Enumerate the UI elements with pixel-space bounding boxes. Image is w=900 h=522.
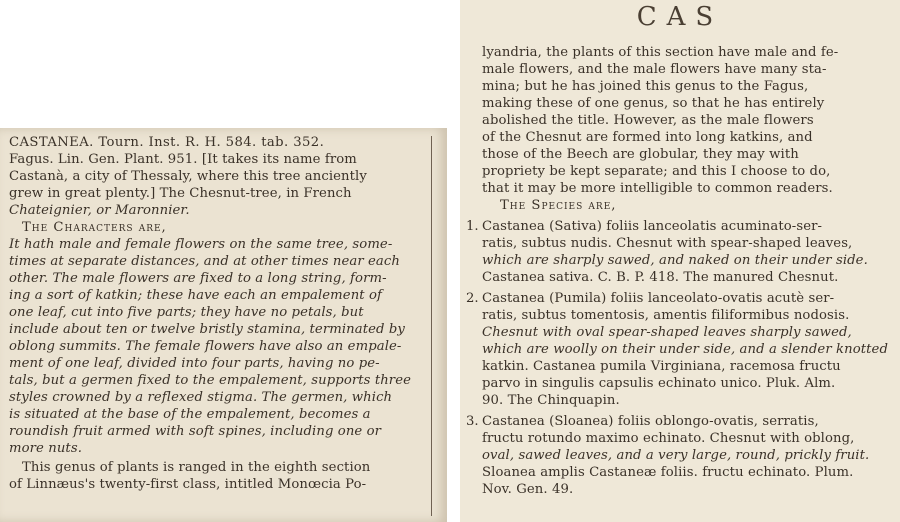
text-line: which are woolly on their under side, and a slender knotted — [482, 342, 888, 357]
species-number: 1. — [466, 219, 479, 234]
text-line: include about ten or twelve bristly stamina, terminated by — [9, 322, 405, 337]
text-line: of Linnæus's twenty-first class, intitled Monœcia Po- — [9, 477, 367, 492]
text-line: It hath male and female flowers on the same tree, some- — [9, 237, 393, 252]
text-line: parvo in singulis capsulis echinato unico. Pluk. Alm. — [482, 376, 836, 391]
text-line: ratis, subtus tomentosis, amentis filiformibus nodosis. — [482, 308, 850, 323]
text-line: This genus of plants is ranged in the eighth section — [22, 460, 371, 475]
text-line: ment of one leaf, divided into four parts, having no pe- — [9, 356, 380, 371]
text-line: making these of one genus, so that he has entirely — [482, 96, 825, 111]
text-line: Sloanea amplis Castaneæ foliis. fructu echinato. Plum. — [482, 465, 854, 480]
text-line: is situated at the base of the empalement, becomes a — [9, 407, 371, 422]
text-line: ing a sort of katkin; these have each an empalement of — [9, 288, 383, 303]
text-line: Castanà, a city of Thessaly, where this tree anciently — [9, 169, 367, 184]
text-line: Chateignier, or Maronnier. — [9, 203, 190, 218]
text-line: oval, sawed leaves, and a very large, round, prickly fruit. — [482, 448, 870, 463]
text-line: grew in great plenty.] The Chesnut-tree, in French — [9, 186, 352, 201]
characters-heading: The Characters are, — [22, 220, 167, 235]
text-line: Castanea (Sloanea) foliis oblongo-ovatis, serratis, — [482, 414, 819, 429]
text-line: Fagus. Lin. Gen. Plant. 951. [It takes its name from — [9, 152, 357, 167]
right-page — [460, 0, 900, 522]
species-number: 2. — [466, 291, 479, 306]
text-line: Castanea (Sativa) foliis lanceolatis acuminato-ser- — [482, 219, 823, 234]
text-line: katkin. Castanea pumila Virginiana, racemosa fructu — [482, 359, 841, 374]
entry-title-line: CASTANEA. Tourn. Inst. R. H. 584. tab. 352. — [9, 135, 325, 150]
text-line: other. The male flowers are fixed to a long string, form- — [9, 271, 387, 286]
text-line: tals, but a germen fixed to the empalement, supports three — [9, 373, 412, 388]
text-line: of the Chesnut are formed into long katkins, and — [482, 130, 813, 145]
text-line: oblong summits. The female flowers have also an empale- — [9, 339, 402, 354]
species-heading: The Species are, — [500, 198, 617, 213]
species-number: 3. — [466, 414, 479, 429]
text-line: Castanea (Pumila) foliis lanceolato-ovatis acutè ser- — [482, 291, 835, 306]
text-line: which are sharply sawed, and naked on their under side. — [482, 253, 868, 268]
column-rule — [431, 136, 432, 516]
text-line: propriety be kept separate; and this I choose to do, — [482, 164, 831, 179]
text-line: abolished the title. However, as the male flowers — [482, 113, 814, 128]
text-line: male flowers, and the male flowers have many sta- — [482, 62, 827, 77]
page-gutter — [447, 0, 460, 522]
text-line: times at separate distances, and at other times near each — [9, 254, 400, 269]
text-line: Castanea sativa. C. B. P. 418. The manured Chesnut. — [482, 270, 839, 285]
text-line: Nov. Gen. 49. — [482, 482, 574, 497]
text-line: more nuts. — [9, 441, 82, 456]
text-line: ratis, subtus nudis. Chesnut with spear-shaped leaves, — [482, 236, 853, 251]
left-page — [0, 128, 447, 522]
running-head: CAS — [636, 2, 724, 32]
text-line: lyandria, the plants of this section have male and fe- — [482, 45, 839, 60]
text-line: mina; but he has joined this genus to the Fagus, — [482, 79, 809, 94]
text-line: styles crowned by a reflexed stigma. The germen, which — [9, 390, 393, 405]
text-line: roundish fruit armed with soft spines, including one or — [9, 424, 382, 439]
text-line: 90. The Chinquapin. — [482, 393, 620, 408]
text-line: those of the Beech are globular, they may with — [482, 147, 799, 162]
text-line: one leaf, cut into five parts; they have no petals, but — [9, 305, 364, 320]
text-line: fructu rotundo maximo echinato. Chesnut with oblong, — [482, 431, 855, 446]
text-line: Chesnut with oval spear-shaped leaves sharply sawed, — [482, 325, 852, 340]
text-line: that it may be more intelligible to common readers. — [482, 181, 833, 196]
